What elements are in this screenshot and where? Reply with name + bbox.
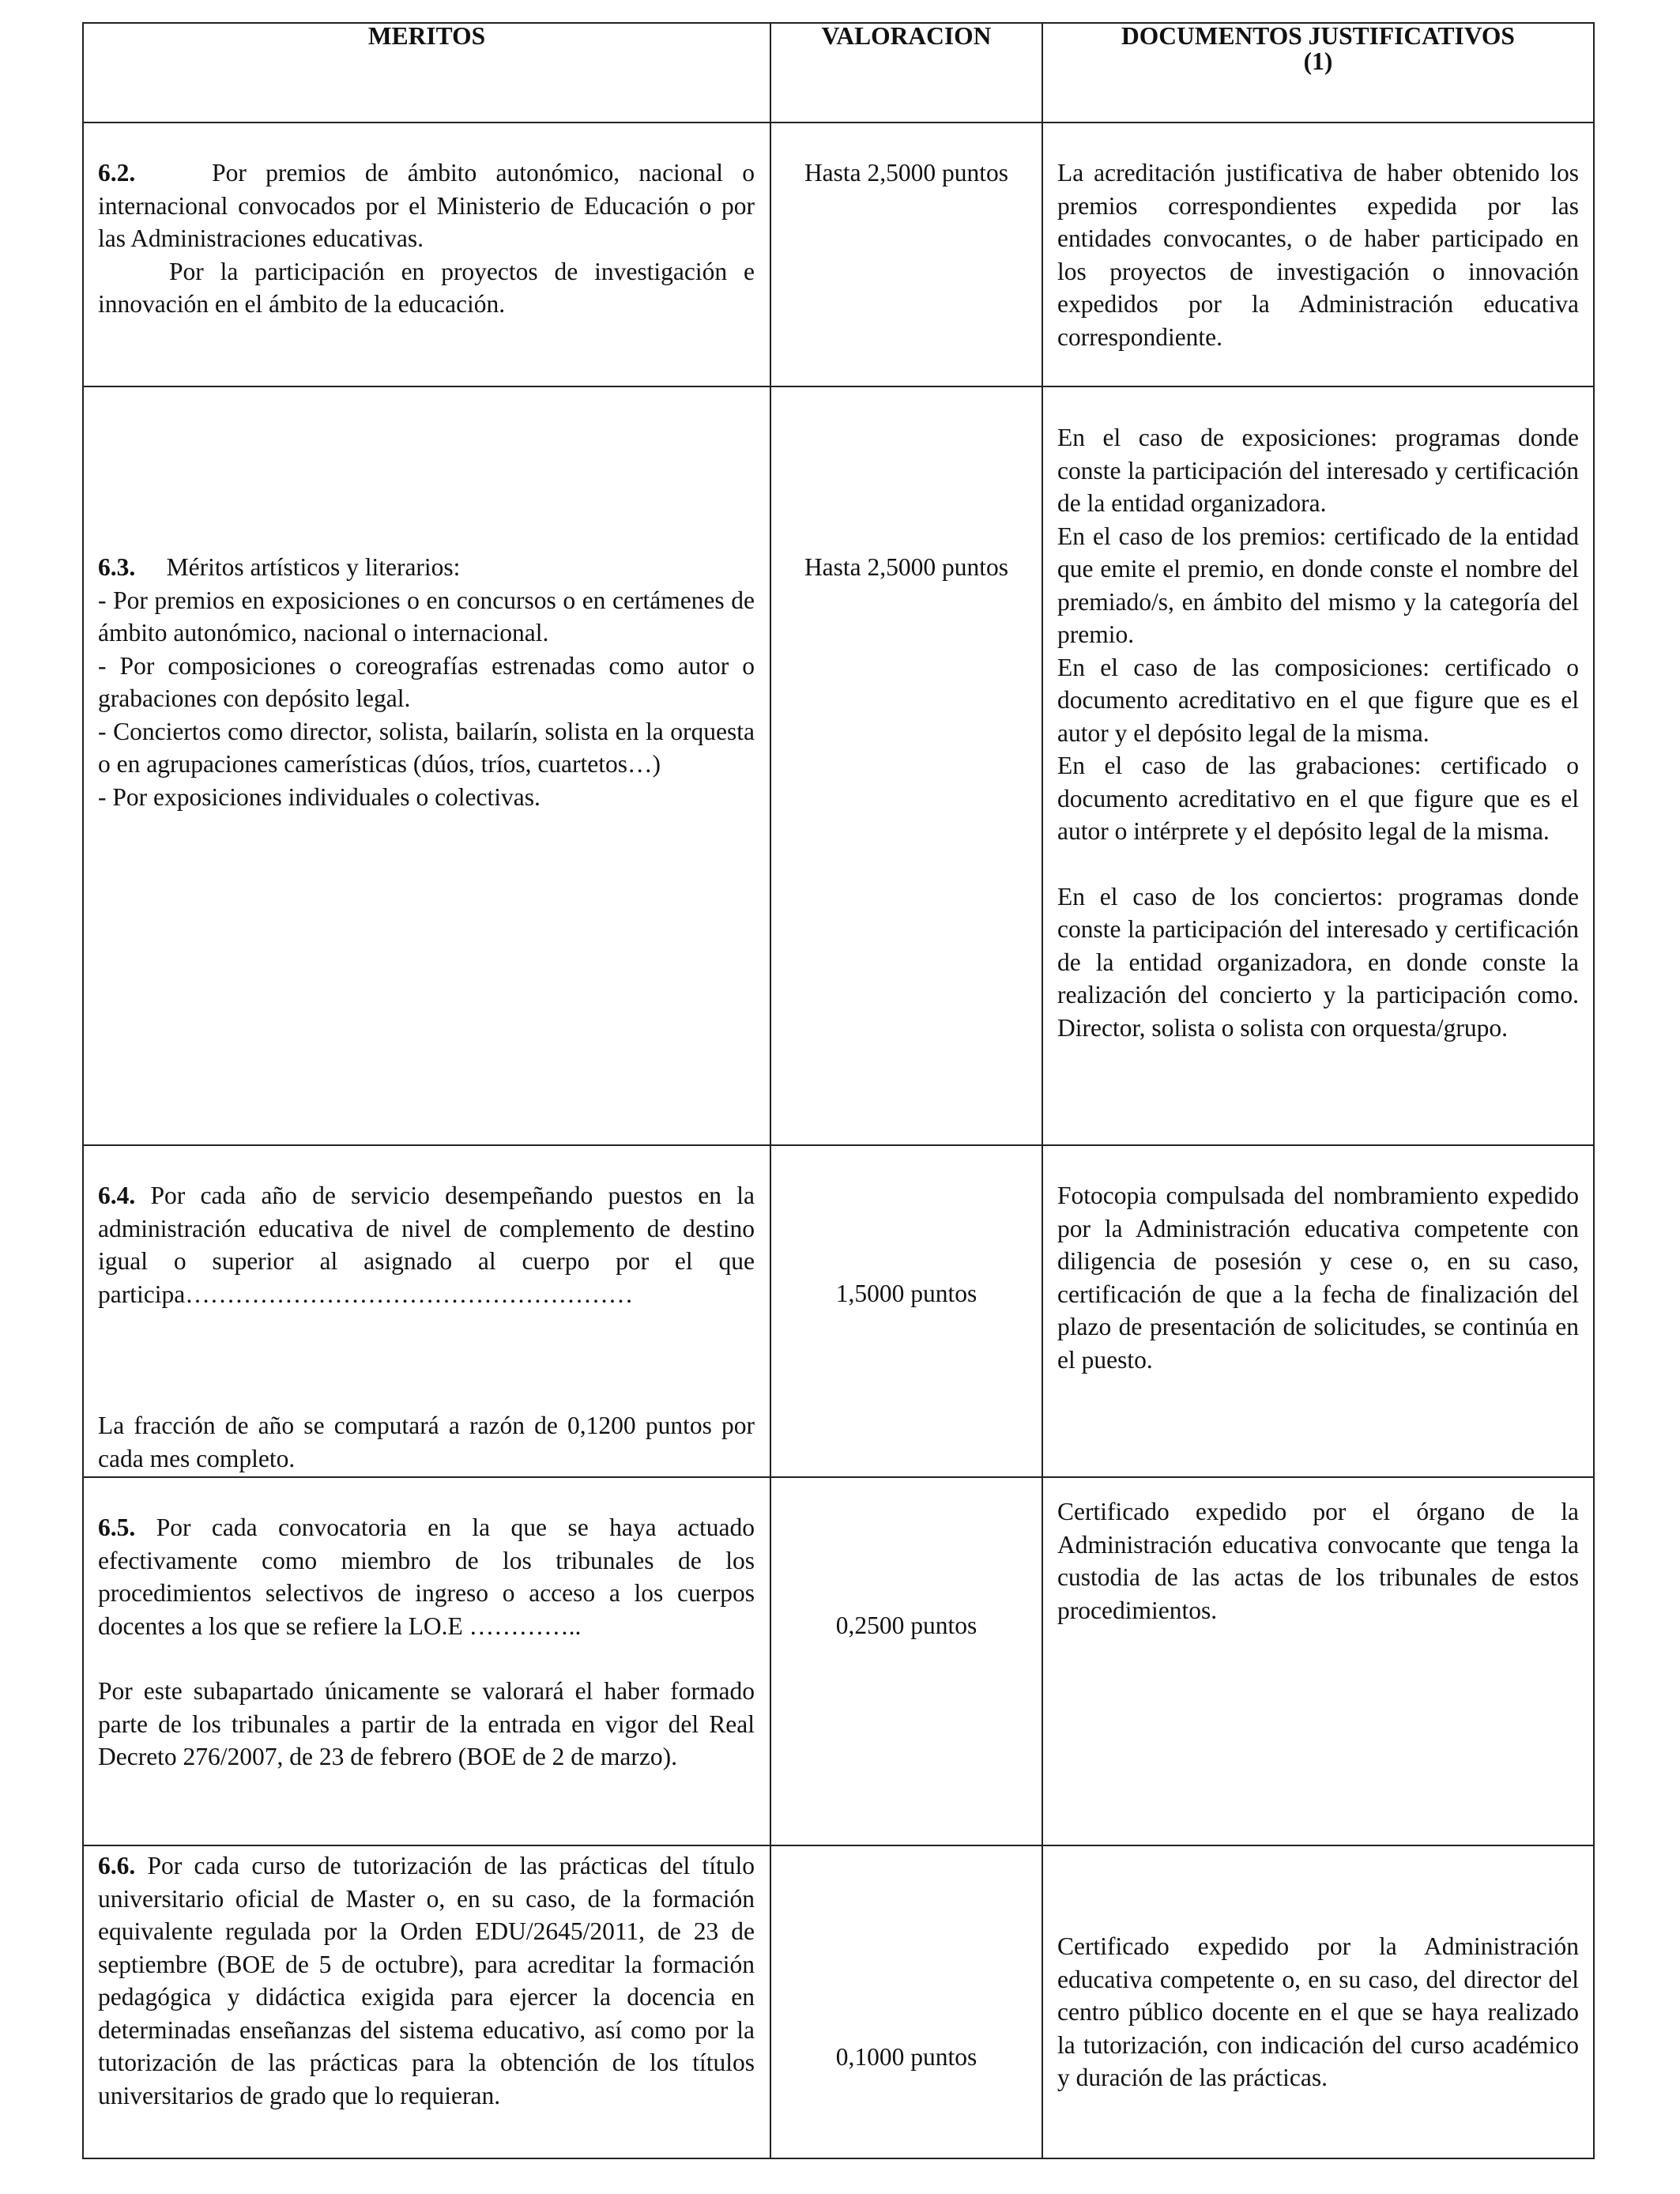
merit-line: Por cada curso de tutorización de las prácticas del título universitario oficial de Master o, en su caso, de la formación equivalente regulada por la Orden EDU/2645/2011, de 23 de septiembre (BOE de 5 de octubre), para acreditar la formación pedagógica y didáctica exigida para ejercer la docencia en determinadas enseñanzas del sistema educativo, así como por la tutorización de las prácticas para la obtención de los títulos universitarios de grado que lo requieran. [98, 1852, 755, 2109]
merit-line: La fracción de año se computará a razón de 0,1200 puntos por cada mes completo. [98, 1412, 755, 1472]
docs-text: La acreditación justificativa de haber obtenido los premios correspondientes expedida por las entidades convocantes, o de haber participado en los proyectos de investigación o innovación expedidos por la Administración educativa correspondiente. [1057, 159, 1579, 351]
merit-number: 6.5. [98, 1514, 136, 1541]
docs-text: Certificado expedido por el órgano de la Administración educativa convocante que tenga la custodia de las actas de los tribunales de estos procedimientos. [1057, 1498, 1579, 1624]
docs-cell-6-2 [1042, 123, 1594, 386]
spacer [98, 1310, 755, 1409]
docs-text: En el caso de exposiciones: programas donde conste la participación del interesado y certificación de la entidad organizadora. [1057, 424, 1579, 517]
valoracion-value: 0,1000 puntos [835, 2043, 977, 2071]
valoracion-cell-6-6 [770, 1845, 1042, 2158]
docs-text: Certificado expedido por la Administración educativa competente o, en su caso, del director del centro público docente en el que se haya realizado la tutorización, con indicación del curso académico y duración de las prácticas. [1057, 1932, 1579, 2091]
valoracion-value: 0,2500 puntos [835, 1612, 977, 1639]
docs-text: Fotocopia compulsada del nombramiento expedido por la Administración educativa competente con diligencia de posesión y cese o, en su caso, certificación de que a la fecha de finalización del plazo de presentación de solicitudes, se continúa en el puesto. [1057, 1182, 1579, 1374]
valoracion-cell-6-5 [770, 1477, 1042, 1845]
header-documentos-label: DOCUMENTOS JUSTIFICATIVOS [1121, 22, 1515, 50]
table-header-row [83, 23, 1594, 123]
merit-number: 6.4. [98, 1182, 136, 1209]
table-row [83, 1477, 1594, 1845]
merit-line: - Por composiciones o coreografías estrenadas como autor o grabaciones con depósito legal. [98, 651, 755, 712]
spacer [1057, 848, 1579, 880]
header-documentos [1042, 23, 1594, 123]
docs-cell-6-6 [1042, 1845, 1594, 2158]
merit-text [98, 551, 755, 584]
header-meritos [83, 23, 770, 123]
docs-text: En el caso de las grabaciones: certificado o documento acreditativo en el que figure que es el autor o intérprete y el depósito legal de la misma. [1057, 752, 1579, 845]
merit-line: - Por exposiciones individuales o colectivas. [98, 782, 541, 811]
valoracion-cell-6-4 [770, 1145, 1042, 1477]
table-row [83, 1845, 1594, 2158]
merit-number: 6.3. [98, 553, 136, 581]
table-row [83, 1145, 1594, 1477]
merit-text [98, 1511, 755, 1642]
header-valoracion [770, 23, 1042, 123]
docs-text: En el caso de los conciertos: programas donde conste la participación del interesado y certificación de la entidad organizadora, en donde conste la realización del concierto y la participación como. Director, solista o solista con orquesta/grupo. [1057, 882, 1579, 1042]
merit-number: 6.6. [98, 1852, 136, 1879]
spacer [98, 1642, 755, 1675]
merit-line: Por este subapartado únicamente se valorará el haber formado parte de los tribunales a partir de la entrada en vigor del Real Decreto 276/2007, de 23 de febrero (BOE de 2 de marzo). [98, 1677, 755, 1770]
merits-table [82, 22, 1595, 2159]
header-valoracion-label: VALORACION [821, 22, 992, 50]
merit-cell-6-3 [83, 386, 770, 1145]
docs-text: En el caso de las composiciones: certificado o documento acreditativo en el que figure que es el autor y el depósito legal de la misma. [1057, 653, 1579, 747]
valoracion-value: Hasta 2,5000 puntos [804, 553, 1009, 581]
merit-text [98, 1179, 755, 1310]
valoracion-cell-6-3 [770, 386, 1042, 1145]
merit-cell-6-6 [83, 1845, 770, 2158]
merit-line: - Conciertos como director, solista, bailarín, solista en la orquesta o en agrupaciones camerísticas (dúos, tríos, cuartetos…) [98, 717, 755, 778]
merit-cell-6-2 [83, 123, 770, 386]
valoracion-value: Hasta 2,5000 puntos [804, 159, 1009, 187]
merit-line: Por premios de ámbito autonómico, nacional o internacional convocados por el Ministerio de Educación o por las Administraciones educativas. [98, 159, 755, 252]
merit-line: Por cada convocatoria en la que se haya actuado efectivamente como miembro de los tribunales de los procedimientos selectivos de ingreso o acceso a los cuerpos docentes a los que se refiere la LO.E ………….. [98, 1514, 755, 1640]
merit-cell-6-5 [83, 1477, 770, 1845]
merit-title: Méritos artísticos y literarios: [166, 553, 461, 581]
header-documentos-note: (1) [1303, 47, 1333, 75]
merit-line: Por la participación en proyectos de investigación e innovación en el ámbito de la educación. [98, 257, 755, 318]
merit-text [98, 156, 755, 255]
valoracion-cell-6-2 [770, 123, 1042, 386]
table-row [83, 123, 1594, 386]
docs-cell-6-3 [1042, 386, 1594, 1145]
valoracion-value: 1,5000 puntos [835, 1280, 977, 1307]
docs-cell-6-4 [1042, 1145, 1594, 1477]
docs-text: En el caso de los premios: certificado de la entidad que emite el premio, en donde conste el nombre del premiado/s, en ámbito del mismo y la categoría del premio. [1057, 522, 1579, 648]
merit-cell-6-4 [83, 1145, 770, 1477]
merit-text [98, 1849, 755, 2112]
docs-cell-6-5 [1042, 1477, 1594, 1845]
header-meritos-label: MERITOS [367, 22, 486, 50]
merit-line: Por cada año de servicio desempeñando puestos en la administración educativa de nivel de complemento de destino igual o superior al asignado al cuerpo por el que participa……………………………………………… [98, 1182, 755, 1308]
table-row [83, 386, 1594, 1145]
merit-number: 6.2. [98, 159, 136, 187]
merit-line: - Por premios en exposiciones o en concursos o en certámenes de ámbito autonómico, nacional o internacional. [98, 586, 755, 647]
